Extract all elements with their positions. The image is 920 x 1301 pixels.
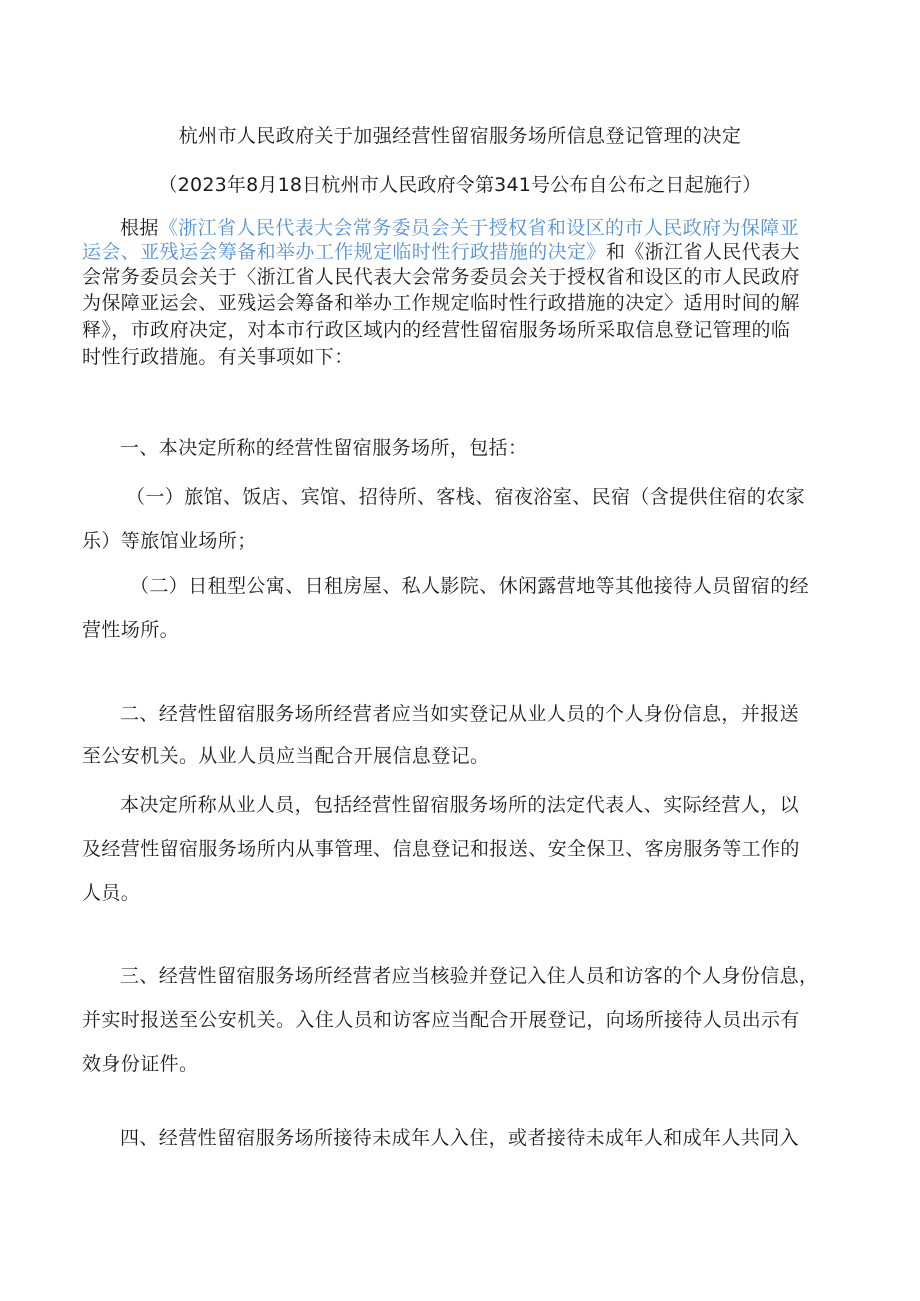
authorization-decision-link[interactable]: 《浙江省人民代表大会常务委员会关于授权省和设区的市人民政府为保障亚 [158, 217, 800, 239]
section-2-para-2-line-3: 人员。 [82, 882, 141, 904]
authorization-decision-link-cont[interactable]: 运会、亚残运会筹备和举办工作规定临时性行政措施的决定》 [82, 241, 606, 263]
section-1-heading: 一、本决定所称的经营性留宿服务场所，包括： [120, 437, 528, 459]
intro-line-2-text: 和《浙江省人民代表大 [605, 241, 800, 263]
document-title: 杭州市人民政府关于加强经营性留宿服务场所信息登记管理的决定 [178, 125, 742, 147]
section-1-item-2-line-2: 营性场所。 [82, 619, 180, 641]
section-2-para-1-line-2: 至公安机关。从业人员应当配合开展信息登记。 [82, 745, 490, 767]
intro-line-6: 时性行政措施。有关事项如下： [82, 346, 354, 368]
section-2-para-2-line-2: 及经营性留宿服务场所内从事管理、信息登记和报送、安全保卫、客房服务等工作的 [82, 838, 800, 860]
intro-prefix: 根据 [120, 217, 159, 239]
intro-line-3: 会常务委员会关于〈浙江省人民代表大会常务委员会关于授权省和设区的市人民政府 [82, 266, 800, 288]
section-3-line-2: 并实时报送至公安机关。入住人员和访客应当配合开展登记，向场所接待人员出示有 [82, 1009, 800, 1031]
section-4-line-1: 四、经营性留宿服务场所接待未成年人入住，或者接待未成年人和成年人共同入 [120, 1127, 800, 1149]
section-2-para-2-line-1: 本决定所称从业人员，包括经营性留宿服务场所的法定代表人、实际经营人，以 [120, 794, 800, 816]
section-3-line-3: 效身份证件。 [82, 1053, 199, 1075]
intro-line-1 [120, 216, 799, 240]
intro-line-5: 释》，市政府决定，对本市行政区域内的经营性留宿服务场所采取信息登记管理的临 [82, 319, 791, 341]
intro-line-2 [82, 240, 800, 264]
document-subtitle: （2023年8月18日杭州市人民政府令第341号公布自公布之日起施行） [158, 174, 762, 196]
intro-line-4: 为保障亚运会、亚残运会筹备和举办工作规定临时性行政措施的决定〉适用时间的解 [82, 292, 800, 314]
section-1-item-1-line-1: （一）旅馆、饭店、宾馆、招待所、客栈、宿夜浴室、民宿（含提供住宿的农家 [126, 486, 806, 508]
section-3-line-1: 三、经营性留宿服务场所经营者应当核验并登记入住人员和访客的个人身份信息， [120, 965, 819, 987]
section-2-para-1-line-1: 二、经营性留宿服务场所经营者应当如实登记从业人员的个人身份信息，并报送 [120, 703, 800, 725]
section-1-item-2-line-1: （二）日租型公寓、日租房屋、私人影院、休闲露营地等其他接待人员留宿的经 [130, 575, 810, 597]
section-1-item-1-line-2: 乐）等旅馆业场所； [82, 530, 257, 552]
